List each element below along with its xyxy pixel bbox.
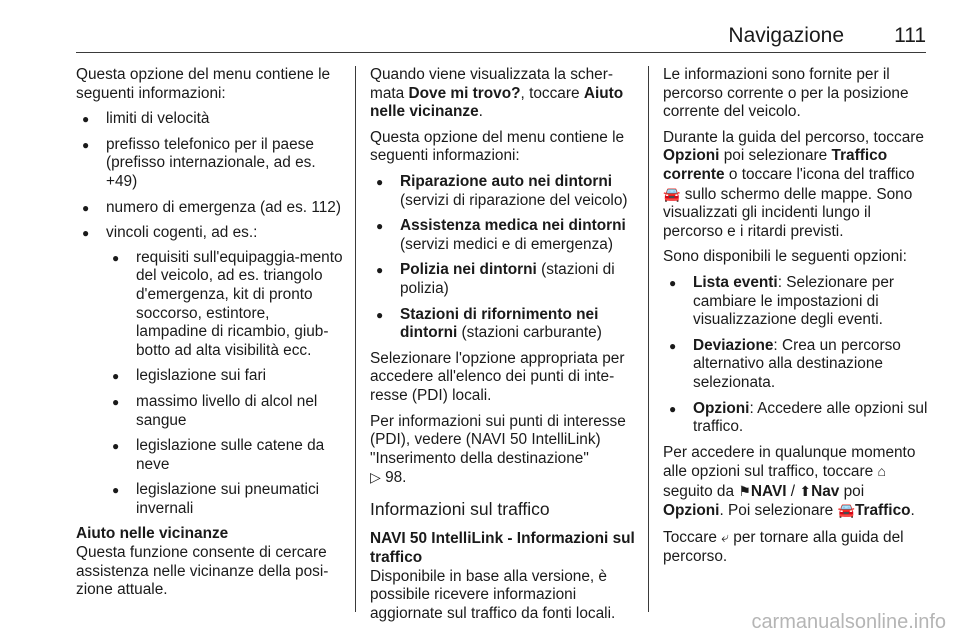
traffic-info-paragraph: Disponibile in base alla versione, è possibile ricevere informazioni aggiornate sul traffico da fonti locali. (370, 567, 616, 622)
list-item: ● Polizia nei dintorni (stazioni di polizia) (370, 261, 635, 298)
sub-list-item: ● legislazione sui pneumatici invernali (106, 481, 344, 518)
column-3 (663, 66, 929, 573)
list-item: ● limiti di velocità (76, 110, 344, 129)
sub-list-item: ● legislazione sui fari (106, 367, 344, 386)
sub-list (106, 249, 344, 519)
watermark: carmanualsonline.info (751, 611, 946, 633)
sub-list-item: ● massimo livello di alcol nel sangue (106, 393, 344, 430)
where-am-i-paragraph: Quando viene visualizzata la scher-mata Dove mi trovo?, toccare Aiuto nelle vicinanze. (370, 66, 624, 121)
column-2 (370, 66, 635, 630)
list-item: ● Riparazione auto nei dintorni (servizi di riparazione del veicolo) (370, 173, 635, 210)
subheading-traffic-info: NAVI 50 IntelliLink - Informazioni sul traffico (370, 530, 635, 567)
info-list (76, 110, 344, 518)
options-intro-paragraph: Sono disponibili le seguenti opzioni: (663, 248, 907, 266)
list-item: ● prefisso telefonico per il paese (prefisso internazionale, ad es. +49) (76, 136, 344, 192)
list-item: ● Deviazione: Crea un percorso alternativo alla destinazione selezionata. (663, 337, 929, 393)
home-icon: ⌂ (877, 463, 886, 480)
traffic-options-list (663, 274, 929, 437)
arrow-reference-icon: ▷ (370, 469, 381, 486)
column-divider (355, 66, 356, 612)
nearby-help-paragraph: Questa funzione consente di cercare assistenza nelle vicinanze della posi-zione attuale. (76, 544, 329, 599)
list-item: ● Assistenza medica nei dintorni (servizi medici e di emergenza) (370, 217, 635, 254)
intro-paragraph: Questa opzione del menu contiene le seguenti informazioni: (76, 66, 331, 102)
list-item: ● numero di emergenza (ad es. 112) (76, 199, 344, 218)
info-source-paragraph: Le informazioni sono fornite per il percorso corrente o per la posizione corrente del veicolo. (663, 66, 909, 121)
traffic-car-icon: 🚘 (837, 502, 855, 519)
route-guidance-paragraph: Durante la guida del percorso, toccare Opzioni poi selezionare Traffico corrente o toccare l'icona del traffico 🚘 sullo schermo delle mappe. Sono visualizzati gli incidenti lungo il percorso e i ritardi previsti. (663, 128, 924, 240)
traffic-car-icon: 🚘 (663, 185, 681, 202)
page-header (76, 20, 926, 53)
list-item: ● vincoli cogenti, ad es.: ● requisiti sull'equipaggia-mento del veicolo, ad es. triangolo d'emergenza, kit di pronto soccorso, estintore, lampadine di ricambio, giub-botto ad alta visibilità ecc. ● legislazione sui fari ● massimo livello di alcol nel sangue ● legislazione sulle catene da neve ● legislazione sui pneumatici invernali (76, 224, 344, 518)
back-arrow-icon: ⤶ (721, 529, 730, 546)
poi-reference-paragraph: Per informazioni sui punti di interesse (PDI), vedere (NAVI 50 IntelliLink) "Inserimento della destinazione" ▷ 98. (370, 412, 626, 487)
section-heading-traffic: Informazioni sul traffico (370, 498, 550, 519)
column-1 (76, 66, 344, 607)
list-item: ● Lista eventi: Selezionare per cambiare le impostazioni di visualizzazione degli eventi. (663, 274, 929, 330)
subheading-nearby-help: Aiuto nelle vicinanze (76, 525, 229, 543)
list-item: ● Stazioni di rifornimento nei dintorni (stazioni carburante) (370, 306, 635, 343)
sub-list-item: ● legislazione sulle catene da neve (106, 437, 344, 474)
menu-intro-paragraph: Questa opzione del menu contiene le seguenti informazioni: (370, 128, 625, 165)
sub-list-item: ● requisiti sull'equipaggia-mento del veicolo, ad es. triangolo d'emergenza, kit di pronto soccorso, estintore, lampadine di ricambio, giub-botto ad alta visibilità ecc. (106, 249, 344, 361)
page-number: 111 (894, 24, 926, 47)
nearby-services-list (370, 173, 635, 343)
list-item: ● Opzioni: Accedere alle opzioni sul traffico. (663, 400, 929, 437)
select-option-paragraph: Selezionare l'opzione appropriata per accedere all'elenco dei punti di inte-resse (PDI) locali. (370, 349, 625, 404)
flag-icon: ⚑ (738, 482, 751, 499)
back-paragraph: Toccare ⤶ per tornare alla guida del percorso. (663, 529, 904, 565)
column-divider (648, 66, 649, 612)
access-options-paragraph: Per accedere in qualunque momento alle opzioni sul traffico, toccare ⌂ seguito da ⚑NAVI / ⬆Nav poi Opzioni. Poi selezionare 🚘Traffico. (663, 443, 916, 520)
section-title: Navigazione (728, 24, 844, 47)
navigation-arrow-icon: ⬆ (799, 482, 812, 499)
